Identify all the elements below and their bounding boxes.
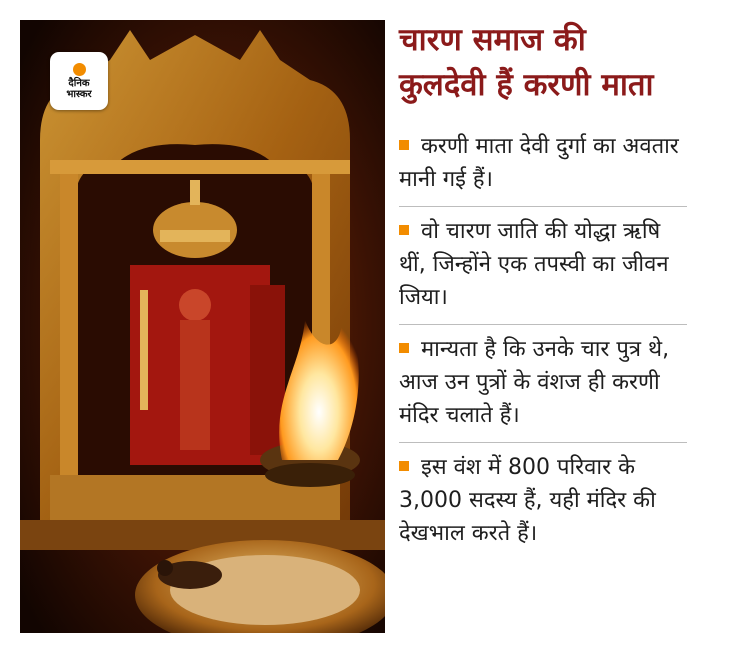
headline-line-1: चारण समाज की [399, 22, 586, 58]
fact-item [399, 443, 687, 560]
dainik-bhaskar-logo [50, 52, 108, 110]
fact-item [399, 122, 687, 207]
logo-line-1: दैनिक [68, 77, 90, 89]
fact-text: करणी माता देवी दुर्गा का अवतार मानी गई हैं। [399, 134, 679, 192]
sun-icon [73, 63, 86, 76]
info-panel [399, 18, 687, 560]
bullet-square-icon [399, 461, 409, 471]
temple-photo [20, 20, 385, 633]
temple-shrine-illustration [20, 20, 385, 633]
fact-text: इस वंश में 800 परिवार के 3,000 सदस्य हैं, यही मंदिर की देखभाल करते हैं। [399, 455, 656, 546]
headline [399, 18, 687, 108]
bullet-square-icon [399, 225, 409, 235]
fact-item [399, 325, 687, 443]
fact-text: वो चारण जाति की योद्धा ऋषि थीं, जिन्होंने एक तपस्वी का जीवन जिया। [399, 219, 669, 310]
logo-line-2: भास्कर [66, 88, 92, 100]
fact-item [399, 207, 687, 325]
headline-line-2: कुलदेवी हैं करणी माता [399, 67, 654, 103]
bullet-square-icon [399, 140, 409, 150]
fact-text: मान्यता है कि उनके चार पुत्र थे, आज उन पुत्रों के वंशज ही करणी मंदिर चलाते हैं। [399, 337, 670, 428]
bullet-square-icon [399, 343, 409, 353]
